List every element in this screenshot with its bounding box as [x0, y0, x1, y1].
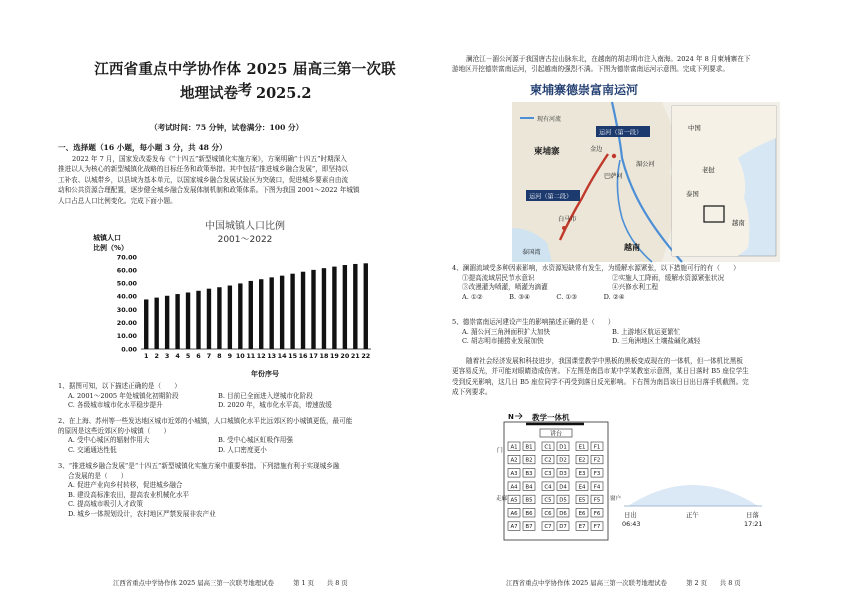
seat-label: B4: [525, 484, 533, 491]
seat-label: B3: [525, 471, 533, 477]
seat-label: C5: [544, 497, 552, 504]
y-tick-label: 60.00: [116, 266, 137, 275]
bar: [196, 291, 200, 349]
x-tick-label: 4: [175, 352, 180, 360]
q3-option-a[interactable]: A. 促进产业向乡村转移，促进城乡融合: [68, 481, 183, 490]
legend-river: 现有河流: [537, 116, 562, 123]
p2-intro2-line: 随着社会经济发展和科技进步，我国课堂教学中黑板的黑板变成现在的一体机，但一体机比黑板: [466, 357, 743, 365]
x-tick-label: 19: [329, 352, 339, 360]
q2-option-c[interactable]: C. 交通通达性低: [68, 445, 117, 454]
seat-label: D4: [559, 484, 567, 491]
label-jinbian: 金边: [590, 146, 603, 153]
seat-label: C3: [544, 471, 552, 477]
page2-footer: 江西省重点中学协作体 2025 届高三第一次联考地理试卷 第 2 页 共 8 页: [506, 579, 741, 587]
y-tick-label: 10.00: [116, 332, 137, 341]
seat-label: C4: [544, 484, 552, 491]
exam-title: 江西省重点中学协作体 2025 届高三第一次联考: [94, 61, 396, 99]
q1-stem: 1、据图可知，以下描述正确的是（ ）: [58, 382, 181, 390]
inset-label-china: 中国: [688, 124, 701, 132]
bar: [290, 274, 294, 349]
x-tick-label: 3: [164, 352, 170, 360]
p2-intro-line: 澜沧江－湄公河源于我国唐古拉山脉东北，在越南的胡志明市注入南海。2024 年 8 月柬埔寨在下: [466, 55, 751, 63]
intro-line: 推进以人为核心的新型城镇化战略的目标任务和政策举措。其中包括“推进城乡融合发展”，即坚持以: [58, 165, 349, 174]
bar: [322, 268, 326, 349]
intro-line: 动和公共资源合理配置，逐步健全城乡融合发展体制机制和政策体系。下图为我国 2001～2022 年城镇: [58, 186, 360, 195]
x-tick-label: 9: [227, 352, 233, 360]
seat-label: A4: [510, 484, 518, 491]
sunset-time: 17:21: [744, 520, 763, 528]
bar: [228, 286, 232, 349]
bar: [343, 265, 347, 349]
north-arrow-icon: [515, 413, 522, 419]
jinbian-dot: [612, 154, 616, 158]
q2-option-a[interactable]: A. 受中心城区的辐射作用大: [68, 436, 150, 445]
seat-label: E6: [578, 510, 586, 517]
baima-dot: [562, 226, 566, 230]
x-tick-label: 15: [288, 352, 298, 360]
q4-item-2: ②实施人工降雨，缓解水资源紧张状况: [612, 273, 725, 282]
bar: [175, 294, 179, 349]
sunset-label: 日落: [746, 511, 759, 519]
seat-label: E1: [578, 444, 586, 451]
x-tick-label: 13: [267, 352, 277, 360]
bar: [311, 270, 315, 349]
seat-label: B2: [525, 457, 533, 464]
label-vietnam: 越南: [624, 243, 640, 252]
sun-arc: [628, 485, 758, 506]
x-tick-label: 2: [154, 352, 159, 360]
q5-option-a[interactable]: A. 湄公河三角洲面积扩大加快: [462, 327, 551, 336]
bar: [280, 276, 284, 349]
label-door: 门: [497, 448, 503, 454]
seat-label: B7: [525, 524, 533, 531]
podium-label: 讲台: [549, 430, 563, 438]
seat-label: D2: [559, 457, 567, 464]
q5-option-c[interactable]: C. 胡志明市捕捞业发展加快: [462, 337, 544, 346]
q1-option-b[interactable]: B. 目前已全面进入逆城市化阶段: [218, 391, 313, 400]
subject-name: 地理试卷: [180, 85, 238, 102]
seat-label: E7: [578, 524, 586, 531]
bar: [144, 299, 148, 349]
question-2: [58, 417, 368, 455]
seat-label: A2: [510, 457, 518, 464]
seat-label: E3: [578, 471, 586, 477]
seat-label: B6: [525, 510, 533, 517]
question-3: [58, 462, 339, 520]
question-4: [452, 264, 762, 302]
north-arrow-label: N: [508, 413, 514, 421]
q3-option-c[interactable]: C. 提高城市吸引人才政策: [68, 500, 143, 509]
map-title: 柬埔寨德崇富南运河: [530, 83, 639, 97]
canal-map: [512, 78, 780, 262]
bar: [217, 287, 221, 349]
seat-label: D6: [559, 510, 567, 517]
q2-option-d[interactable]: D. 人口密度更小: [218, 445, 267, 454]
intro-line: 2022 年 7 月，国家发改委发布《“十四五”新型城镇化实施方案》，方案明确“十四五”时期深入: [72, 155, 347, 163]
x-tick-label: 22: [361, 352, 371, 360]
bar: [301, 272, 305, 349]
q4-choices[interactable]: A. ①② B. ③④ C. ①③ D. ②④: [462, 292, 625, 301]
exam-meta: （考试时间：75 分钟，试卷满分：100 分）: [150, 123, 304, 132]
p2-intro2-line: 受到反光影响，这几日 B5 座位同学不再受到落日反光影响。下右图为南昌该日日出日落手机截图。完: [452, 377, 749, 386]
x-tick-label: 12: [256, 352, 266, 360]
bar: [165, 296, 169, 349]
bar: [259, 279, 263, 349]
seat-label: C7: [544, 524, 552, 531]
exam-date: 2025.2: [256, 85, 312, 102]
x-tick-label: 1: [144, 352, 149, 360]
y-tick-label: 30.00: [116, 305, 137, 314]
q3-option-d[interactable]: D. 城乡一体规划设计，农村地区严禁发展非农产业: [68, 509, 216, 518]
subject-title: [180, 82, 312, 103]
inset-label-thailand: 泰国: [686, 190, 699, 198]
label-window: 窗户: [610, 496, 622, 502]
question-1: [58, 382, 368, 411]
y-tick-label: 0.00: [121, 345, 137, 354]
seat-label: B1: [525, 444, 533, 451]
seat-label: A6: [510, 510, 518, 517]
q4-item-4: ④兴修水利工程: [612, 283, 659, 292]
bar: [332, 267, 336, 349]
label-canal1: 运河（第一段）: [599, 129, 643, 137]
urbanization-chart: [85, 212, 385, 380]
p2-intro-2: [452, 356, 822, 398]
label-cambodia: 柬埔寨: [534, 147, 560, 157]
x-tick-label: 21: [350, 352, 360, 360]
q5-option-b[interactable]: B. 上游地区航运更繁忙: [612, 327, 681, 336]
seat-label: E5: [578, 497, 586, 504]
q2-option-b[interactable]: B. 受中心城区虹吸作用强: [218, 436, 293, 445]
classroom-diagram: [494, 410, 622, 542]
sunrise-time: 06:43: [622, 520, 641, 528]
seat-label: A3: [510, 471, 518, 477]
q4-item-1: ①提高流域居民节水意识: [462, 273, 535, 282]
bar: [249, 281, 253, 349]
seat-label: E4: [578, 484, 586, 491]
seat-label: D7: [559, 524, 567, 531]
q5-stem: 5、德崇富南运河建设产生的影响描述正确的是（ ）: [452, 318, 615, 326]
y-tick-label: 50.00: [116, 279, 137, 288]
y-tick-label: 70.00: [116, 253, 137, 262]
section-heading: 一、选择题（16 小题，每小题 3 分，共 48 分）: [58, 143, 227, 152]
seat-label: D3: [559, 471, 567, 477]
sunrise-label: 日出: [624, 511, 637, 519]
seat-label: F4: [593, 484, 601, 491]
q4-stem: 4、澜湄流域受多种因素影响，水资源短缺常有发生，为缓解水源紧张，以下措施可行的有（ ）: [452, 264, 740, 272]
intro-line: 工补农、以城带乡，以县域为基本单元，以国家城乡融合发展试验区为突破口，促进城乡要素自由流: [58, 175, 349, 184]
x-tick-label: 18: [319, 352, 329, 360]
x-tick-label: 16: [298, 352, 308, 360]
board-label: 教学一体机: [532, 413, 570, 422]
seat-label: A5: [510, 497, 518, 504]
seat-label: B5: [525, 497, 533, 504]
x-tick-label: 6: [196, 352, 201, 360]
inset-label-vietnam: 越南: [732, 219, 745, 227]
seat-label: E2: [578, 457, 586, 464]
seat-label: C1: [544, 444, 552, 451]
question-5: [452, 318, 762, 347]
bar: [207, 289, 211, 349]
x-tick-label: 20: [340, 352, 350, 360]
q1-option-a[interactable]: A. 2001～2005 年处城镇化初期阶段: [68, 391, 179, 400]
q3-stem-1: 3、“推进城乡融合发展”是“十四五”新型城镇化实施方案中重要举措。下列措施有利于实现城乡融: [58, 462, 340, 470]
label-gulf: 泰国湾: [522, 249, 541, 256]
p2-intro2-line: 成下列要求。: [452, 388, 492, 397]
intro-paragraph: [58, 154, 418, 206]
chart-xlabel: 年份序号: [251, 370, 279, 378]
label-walkway: 走廊: [496, 496, 508, 502]
intro-line: 人口占总人口比例变化。完成下面小题。: [58, 196, 177, 205]
label-basak: 巴萨河: [604, 173, 623, 180]
x-tick-label: 10: [235, 352, 245, 360]
label-baima: 白马市: [558, 216, 577, 223]
q2-stem-2: 的原因是这些近郊区的小城镇（ ）: [58, 426, 171, 435]
bar: [154, 298, 158, 349]
bar: [353, 264, 357, 349]
seat-label: F1: [593, 444, 601, 451]
q3-option-b[interactable]: B. 建设高标准农田，提高农业机械化水平: [68, 490, 190, 499]
seat-label: F2: [593, 457, 601, 464]
seat-label: A7: [510, 524, 518, 531]
seat-label: D1: [559, 444, 567, 451]
seat-label: F6: [593, 510, 601, 517]
q4-item-3: ③改漫灌为喷灌，喷灌为滴灌: [462, 283, 548, 292]
q5-option-d[interactable]: D. 三角洲地区土壤盐碱化减轻: [612, 337, 701, 346]
inset-label-laos: 老挝: [702, 166, 715, 174]
x-tick-label: 5: [185, 352, 191, 360]
noon-label: 正午: [686, 511, 699, 519]
bar: [238, 283, 242, 349]
p2-intro-line: 游地区开挖德崇富南运河，引起越南的强烈不满。下图为德崇富南运河示意图。完成下列要求。: [452, 65, 729, 74]
bar: [269, 277, 273, 349]
q3-stem-2: 合发展的是（ ）: [68, 471, 128, 480]
q1-option-d[interactable]: D. 2020 年，城市化水平高，增速放缓: [218, 401, 332, 410]
x-axis: [144, 352, 370, 360]
page1-footer: 江西省重点中学协作体 2025 届高三第一次联考地理试卷 第 1 页 共 8 页: [113, 579, 348, 587]
y-tick-label: 20.00: [116, 319, 137, 328]
p2-intro2-line: 更容易反光，并可能对眼睛造成伤害。下左图是南昌市某中学某教室示意图，某日日落时 B5 座位学生: [452, 367, 749, 376]
chart-subtitle: 2001～2022: [217, 235, 273, 245]
y-tick-label: 40.00: [116, 292, 137, 301]
chart-title: 中国城镇人口比例: [205, 221, 285, 232]
bar: [364, 263, 368, 349]
label-mekong: 湄公河: [636, 161, 655, 168]
x-tick-label: 7: [206, 352, 212, 360]
seat-label: F5: [593, 497, 601, 504]
chart-ylabel-2: 比例（%）: [93, 244, 129, 252]
x-tick-label: 8: [217, 352, 222, 360]
q2-stem-1: 2、在上海、苏州等一些发达地区城市近郊的小城镇，人口城镇化水平比远郊区的小城镇更低，最可能: [58, 417, 353, 425]
seat-label: C6: [544, 510, 552, 517]
bar-series: [144, 263, 368, 349]
q1-option-c[interactable]: C. 各级城市城市化水平稳步提升: [68, 401, 163, 410]
sun-path-chart: [618, 470, 768, 530]
chart-ylabel-1: 城镇人口: [93, 234, 121, 242]
x-tick-label: 11: [246, 352, 256, 360]
bar: [186, 292, 190, 349]
seat-label: D5: [559, 497, 567, 504]
label-canal2: 运河（第二段）: [529, 193, 573, 201]
x-tick-label: 14: [277, 352, 287, 360]
seat-label: A1: [510, 444, 518, 451]
x-tick-label: 17: [309, 352, 318, 360]
seat-label: F7: [593, 524, 601, 531]
seat-label: F3: [593, 471, 601, 477]
p2-intro: [452, 54, 822, 75]
seat-label: C2: [544, 457, 552, 464]
